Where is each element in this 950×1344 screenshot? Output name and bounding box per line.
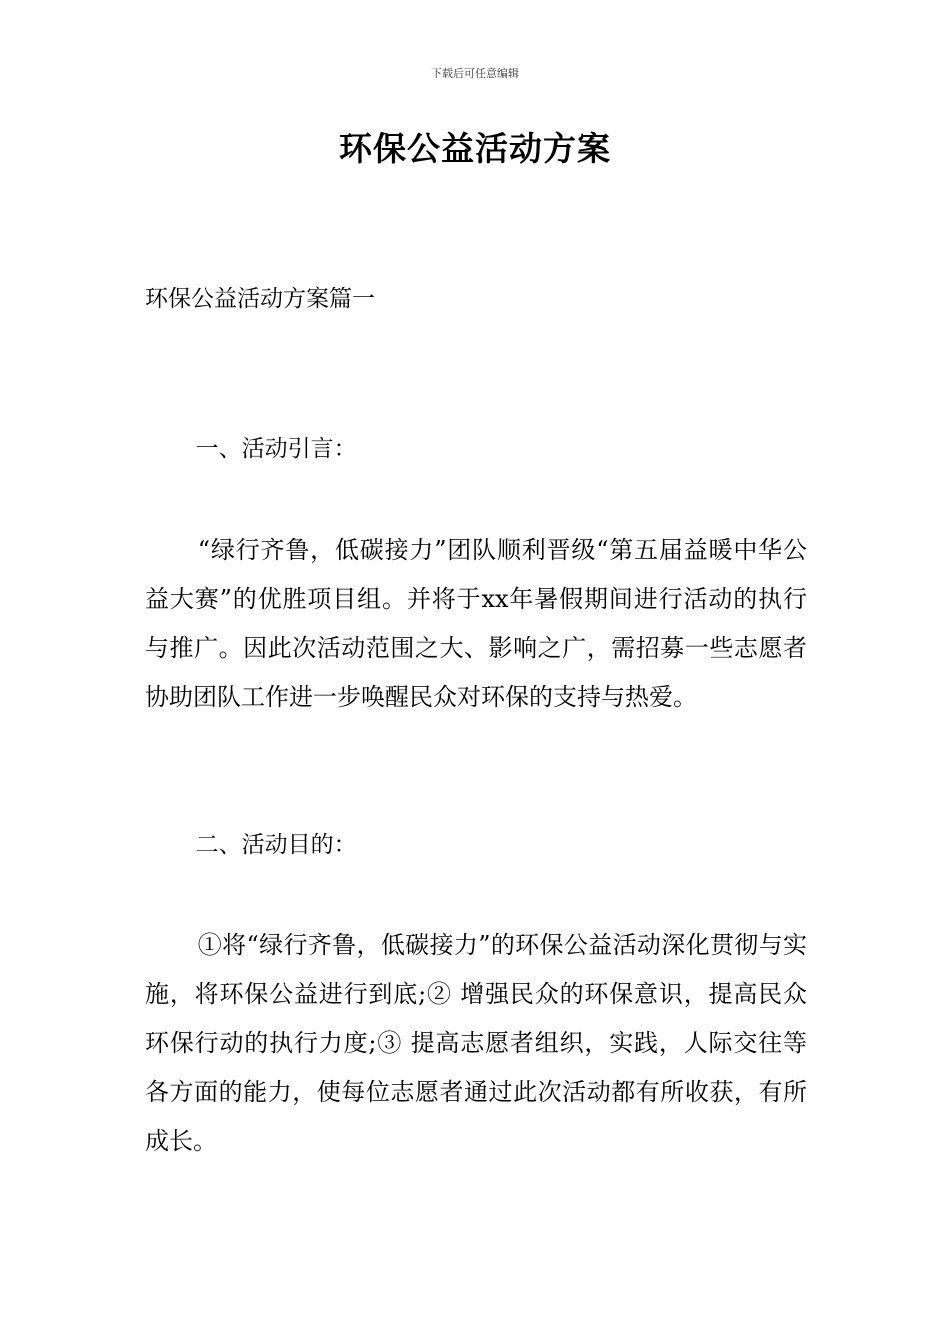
paragraph-introduction: “绿行齐鲁，低碳接力”团队顺利晋级“第五届益暖中华公益大赛”的优胜项目组。并将于xx年暑假期间进行活动的执行与推广。因此次活动范围之大、影响之广，需招募一些志愿者协助团队工作进一步唤醒民众对环保的支持与热爱。 [145, 536, 807, 711]
paragraph-purpose: ①将“绿行齐鲁，低碳接力”的环保公益活动深化贯彻与实施，将环保公益进行到底;② 增强民众的环保意识，提高民众环保行动的执行力度;③ 提高志愿者组织，实践，人际交往等各方面的能力，使每位志愿者通过此次活动都有所收获，有所成长。 [145, 931, 807, 1155]
section-title: 环保公益活动方案篇一 [145, 286, 375, 312]
header-note: 下载后可任意编辑 [431, 67, 519, 80]
heading-introduction: 一、活动引言： [195, 436, 357, 462]
document-title: 环保公益活动方案 [339, 129, 611, 168]
heading-purpose: 二、活动目的： [195, 832, 357, 858]
